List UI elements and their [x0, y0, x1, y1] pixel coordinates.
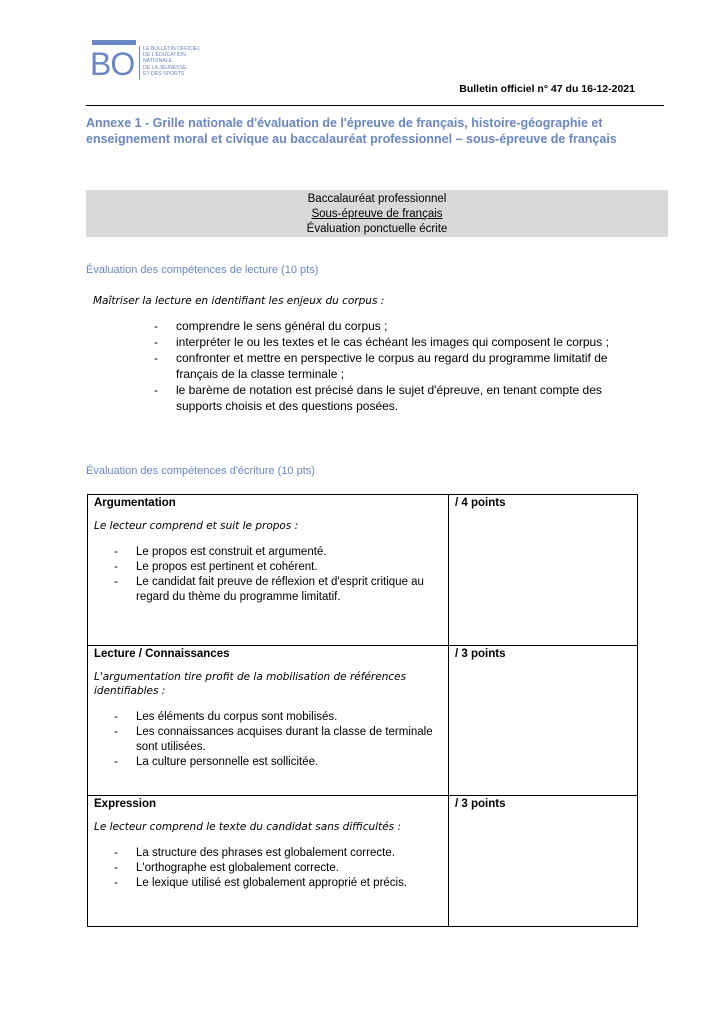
table-row	[88, 646, 638, 796]
logo-divider	[139, 46, 140, 80]
writing-section-title: Évaluation des compétences d'écriture (10 pts)	[86, 465, 315, 477]
header-divider	[86, 105, 664, 106]
criterion-points: / 4 points	[449, 495, 638, 646]
criterion-list	[94, 846, 442, 891]
exam-heading-subtitle: Sous-épreuve de français	[311, 208, 443, 220]
list-item: - Le propos est pertinent et cohérent.	[94, 560, 442, 575]
criterion-cell	[88, 796, 449, 927]
list-item: - le barème de notation est précisé dans le sujet d'épreuve, en tenant compte des supports choisis et des questions posées.	[150, 382, 650, 414]
exam-heading-line: Évaluation ponctuelle écrite	[306, 223, 448, 235]
list-item: - confronter et mettre en perspective le corpus au regard du programme limitatif de français de la classe terminale ;	[150, 350, 650, 382]
list-item: - La culture personnelle est sollicitée.	[94, 755, 442, 770]
reading-section-title: Évaluation des compétences de lecture (10 pts)	[86, 264, 319, 276]
reading-list	[150, 318, 650, 414]
logo-text-line: DE L'ÉDUCATION	[143, 52, 186, 59]
criterion-title: Lecture / Connaissances	[94, 648, 230, 660]
logo-text-line: NATIONALE,	[143, 58, 174, 65]
table-row	[88, 495, 638, 646]
exam-heading-box	[86, 190, 668, 237]
list-item: - comprendre le sens général du corpus ;	[150, 318, 650, 334]
list-item: - Le propos est construit et argumenté.	[94, 545, 442, 560]
criterion-title: Argumentation	[94, 497, 176, 509]
list-item: - L'orthographe est globalement correcte.	[94, 861, 442, 876]
criterion-points: / 3 points	[449, 646, 638, 796]
logo-text-line: DE LA JEUNESSE	[143, 64, 187, 71]
criterion-list	[94, 710, 442, 770]
criterion-cell	[88, 495, 449, 646]
criterion-title: Expression	[94, 798, 156, 810]
criterion-cell	[88, 646, 449, 796]
reading-intro: Maîtriser la lecture en identifiant les enjeux du corpus :	[93, 295, 385, 307]
bo-logo	[90, 40, 210, 90]
writing-evaluation-table	[87, 494, 638, 927]
list-item: - Les connaissances acquises durant la classe de terminale sont utilisées.	[94, 725, 442, 755]
logo-bar	[92, 40, 136, 45]
list-item: - La structure des phrases est globalement correcte.	[94, 846, 442, 861]
criterion-intro: Le lecteur comprend et suit le propos :	[94, 520, 299, 532]
criterion-points: / 3 points	[449, 796, 638, 927]
criterion-list	[94, 545, 442, 605]
list-item: - interpréter le ou les textes et le cas échéant les images qui composent le corpus ;	[150, 334, 650, 350]
list-item: - Les éléments du corpus sont mobilisés.	[94, 710, 442, 725]
list-item: - Le lexique utilisé est globalement approprié et précis.	[94, 876, 442, 891]
criterion-intro: Le lecteur comprend le texte du candidat sans difficultés :	[94, 821, 401, 833]
logo-text	[143, 46, 200, 77]
logo-text-line: ET DES SPORTS	[143, 70, 185, 77]
exam-heading-line: Baccalauréat professionnel	[307, 193, 447, 205]
bulletin-reference: Bulletin officiel n° 47 du 16-12-2021	[459, 83, 635, 95]
table-row	[88, 796, 638, 927]
annex-title: Annexe 1 - Grille nationale d'évaluation de l'épreuve de français, histoire-géographie et enseignement moral et civique au baccalauréat professionnel – sous-épreuve de français	[86, 116, 617, 146]
logo-text-line: LE BULLETIN OFFICIEL	[143, 46, 201, 52]
logo-mark: BO	[90, 46, 135, 82]
criterion-intro: L'argumentation tire profit de la mobilisation de références identifiables :	[94, 671, 407, 697]
list-item: - Le candidat fait preuve de réflexion et d'esprit critique au regard du thème du programme limitatif.	[94, 575, 442, 605]
